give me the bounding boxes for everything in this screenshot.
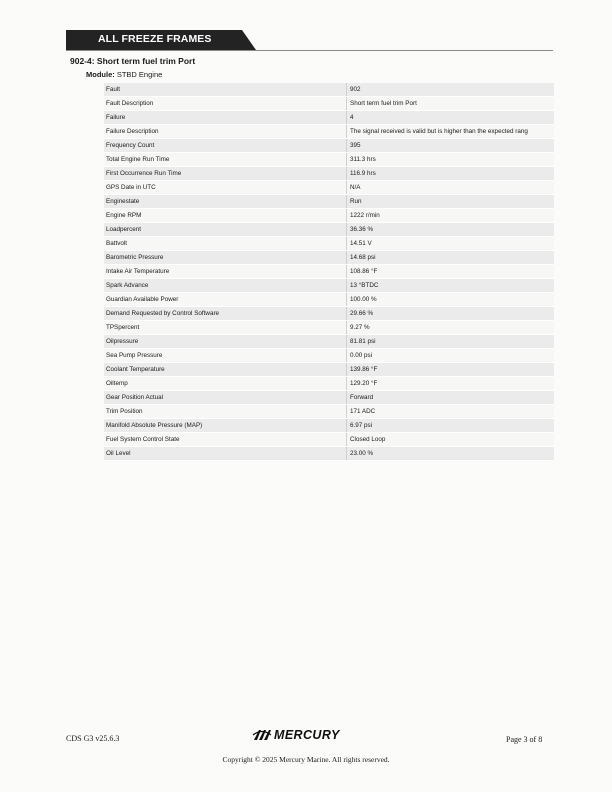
row-value: Forward bbox=[346, 391, 554, 404]
row-label: Failure Description bbox=[104, 125, 346, 138]
freeze-frame-table bbox=[104, 83, 554, 461]
row-label: Coolant Temperature bbox=[104, 363, 346, 376]
row-label: Intake Air Temperature bbox=[104, 265, 346, 278]
row-label: Loadpercent bbox=[104, 223, 346, 236]
table-row bbox=[104, 209, 554, 223]
row-value: 29.66 % bbox=[346, 307, 554, 320]
row-label: Battvolt bbox=[104, 237, 346, 250]
table-row bbox=[104, 167, 554, 181]
row-label: First Occurrence Run Time bbox=[104, 167, 346, 180]
row-label: Frequency Count bbox=[104, 139, 346, 152]
table-row bbox=[104, 139, 554, 153]
table-row bbox=[104, 97, 554, 111]
table-row bbox=[104, 265, 554, 279]
software-version: CDS G3 v25.6.3 bbox=[66, 734, 120, 743]
page-number: Page 3 of 8 bbox=[506, 735, 543, 744]
row-label: Fault bbox=[104, 83, 346, 96]
table-row bbox=[104, 293, 554, 307]
table-row bbox=[104, 83, 554, 97]
row-label: Trim Position bbox=[104, 405, 346, 418]
row-label: Fuel System Control State bbox=[104, 433, 346, 446]
table-row bbox=[104, 181, 554, 195]
row-value: 6.97 psi bbox=[346, 419, 554, 432]
row-value: 171 ADC bbox=[346, 405, 554, 418]
section-header-rule bbox=[66, 50, 553, 51]
row-label: Oiltemp bbox=[104, 377, 346, 390]
table-row bbox=[104, 335, 554, 349]
row-value: 14.51 V bbox=[346, 237, 554, 250]
module-value: STBD Engine bbox=[116, 70, 163, 79]
row-value: 9.27 % bbox=[346, 321, 554, 334]
row-value: 902 bbox=[346, 83, 554, 96]
table-row bbox=[104, 125, 554, 139]
row-label: Failure bbox=[104, 111, 346, 124]
row-value: 311.3 hrs bbox=[346, 153, 554, 166]
row-value: 108.86 °F bbox=[346, 265, 554, 278]
row-value: Closed Loop bbox=[346, 433, 554, 446]
table-row bbox=[104, 153, 554, 167]
table-row bbox=[104, 321, 554, 335]
table-row bbox=[104, 111, 554, 125]
row-label: Guardian Available Power bbox=[104, 293, 346, 306]
table-row bbox=[104, 363, 554, 377]
fault-title: 902-4: Short term fuel trim Port bbox=[70, 56, 196, 66]
table-row bbox=[104, 279, 554, 293]
module-label: Module: bbox=[86, 70, 115, 79]
row-label: Oilpressure bbox=[104, 335, 346, 348]
row-value: 36.36 % bbox=[346, 223, 554, 236]
row-value: 116.9 hrs bbox=[346, 167, 554, 180]
table-row bbox=[104, 433, 554, 447]
row-label: Manifold Absolute Pressure (MAP) bbox=[104, 419, 346, 432]
section-header-title: ALL FREEZE FRAMES bbox=[98, 33, 212, 45]
table-row bbox=[104, 237, 554, 251]
row-label: Sea Pump Pressure bbox=[104, 349, 346, 362]
copyright-notice: Copyright © 2025 Mercury Marine. All rights reserved. bbox=[222, 755, 390, 764]
table-row bbox=[104, 349, 554, 363]
table-row bbox=[104, 195, 554, 209]
row-value: 14.68 psi bbox=[346, 251, 554, 264]
table-row bbox=[104, 447, 554, 461]
table-row bbox=[104, 307, 554, 321]
table-row bbox=[104, 223, 554, 237]
row-value: 81.81 psi bbox=[346, 335, 554, 348]
row-label: GPS Date in UTC bbox=[104, 181, 346, 194]
row-value: N/A bbox=[346, 181, 554, 194]
row-value: 4 bbox=[346, 111, 554, 124]
row-value: 395 bbox=[346, 139, 554, 152]
row-value: 1222 r/min bbox=[346, 209, 554, 222]
row-label: Total Engine Run Time bbox=[104, 153, 346, 166]
row-value: 0.00 psi bbox=[346, 349, 554, 362]
row-label: Gear Position Actual bbox=[104, 391, 346, 404]
mercury-logo-icon bbox=[252, 727, 272, 743]
row-label: Engine RPM bbox=[104, 209, 346, 222]
row-value: Short term fuel trim Port bbox=[346, 97, 554, 110]
table-row bbox=[104, 251, 554, 265]
row-value: 23.00 % bbox=[346, 447, 554, 460]
brand-wordmark: MERCURY bbox=[274, 728, 340, 742]
mercury-logo bbox=[252, 727, 340, 743]
row-label: Enginestate bbox=[104, 195, 346, 208]
row-label: Barometric Pressure bbox=[104, 251, 346, 264]
row-value: Run bbox=[346, 195, 554, 208]
table-row bbox=[104, 405, 554, 419]
row-value: The signal received is valid but is higher than the expected rang bbox=[346, 125, 554, 138]
table-row bbox=[104, 419, 554, 433]
row-value: 129.20 °F bbox=[346, 377, 554, 390]
table-row bbox=[104, 377, 554, 391]
row-label: Demand Requested by Control Software bbox=[104, 307, 346, 320]
row-label: Oil Level bbox=[104, 447, 346, 460]
row-label: TPSpercent bbox=[104, 321, 346, 334]
row-value: 139.86 °F bbox=[346, 363, 554, 376]
row-label: Fault Description bbox=[104, 97, 346, 110]
row-label: Spark Advance bbox=[104, 279, 346, 292]
row-value: 100.00 % bbox=[346, 293, 554, 306]
table-row bbox=[104, 391, 554, 405]
row-value: 13 °BTDC bbox=[346, 279, 554, 292]
module-line bbox=[86, 70, 162, 79]
